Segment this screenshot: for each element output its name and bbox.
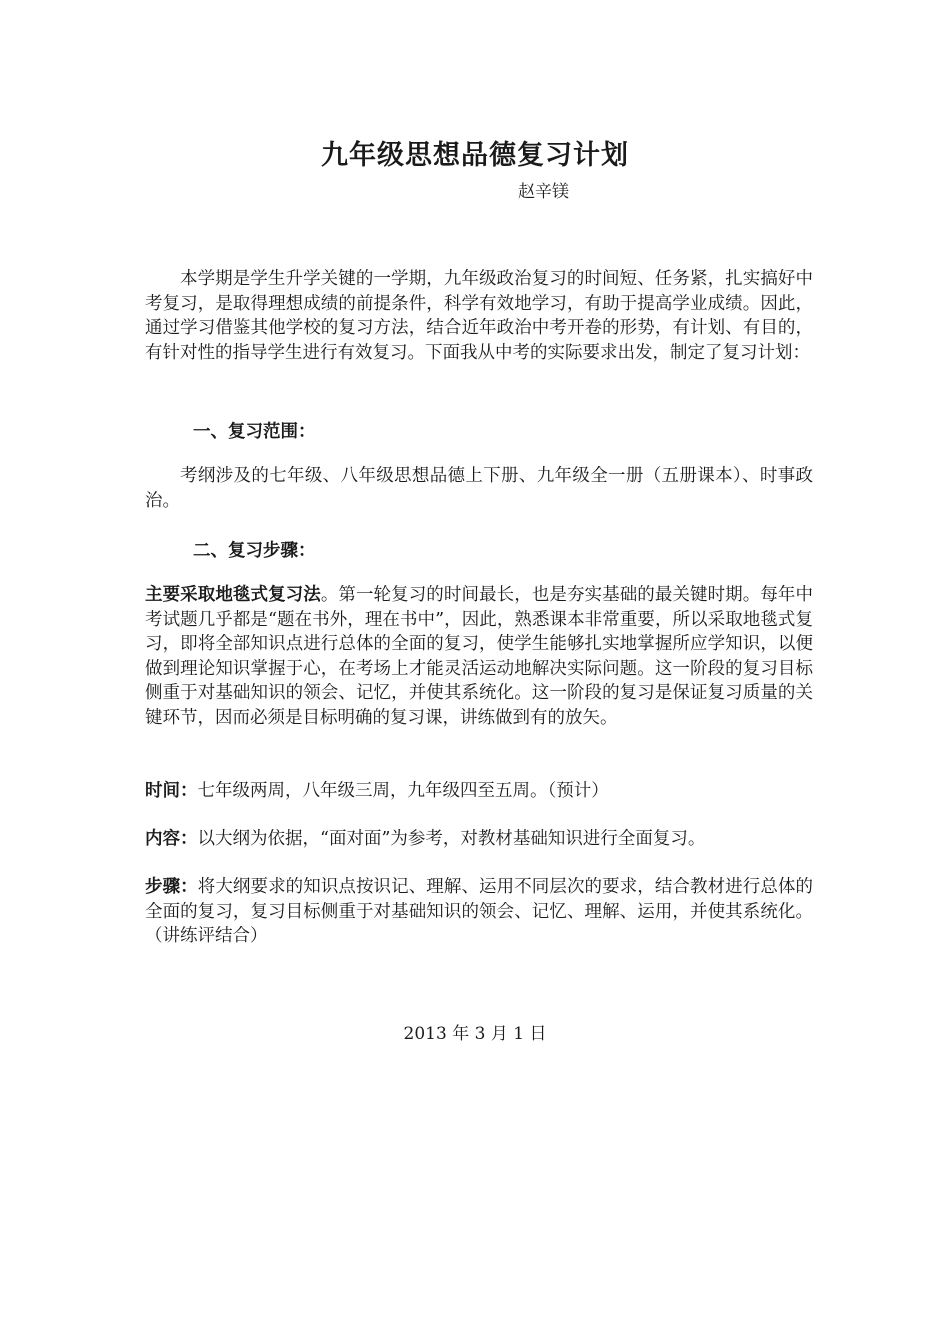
section-heading-scope: 一、复习范围：: [193, 422, 316, 442]
document-date: 2013 年 3 月 1 日: [403, 1024, 547, 1044]
content-paragraph: [145, 827, 813, 852]
author-name: 赵辛镁: [518, 182, 569, 202]
time-label: 时间：: [145, 781, 198, 801]
steps-paragraph: [145, 875, 813, 949]
steps-label: 步骤：: [145, 877, 198, 897]
steps-text: 将大纲要求的知识点按识记、理解、运用不同层次的要求，结合教材进行总体的全面的复习，复习目标侧重于对基础知识的领会、记忆、理解、运用，并使其系统化。（讲练评结合）: [145, 877, 814, 946]
time-text: 七年级两周，八年级三周，九年级四至五周。（预计）: [197, 781, 609, 801]
section-heading-steps: 二、复习步骤：: [193, 541, 316, 561]
intro-paragraph: 本学期是学生升学关键的一学期，九年级政治复习的时间短、任务紧，扎实搞好中考复习，是取得理想成绩的前提条件，科学有效地学习，有助于提高学业成绩。因此， 通过学习借鉴其他学校的复习方法，结合近年政治中考开卷的形势，有计划、有目的，有针对性的指导学生进行有效复习。下面我从中考的实际要求出发，制定了复习计划：: [145, 269, 813, 363]
method-text: 。第一轮复习的时间最长，也是夯实基础的最关键时期。每年中考试题几乎都是“题在书外，理在书中”，因此，熟悉课本非常重要，所以采取地毯式复习，即将全部知识点进行总体的全面的复习，使学生能够扎实地掌握所应学知识，以便做到理论知识掌握于心，在考场上才能灵活运动地解决实际问题。这一阶段的复习目标侧重于对基础知识的领会、记忆，并使其系统化。这一阶段的复习是保证复习质量的关键环节，因而必须是目标明确的复习课，讲练做到有的放矢。: [145, 585, 813, 728]
content-text: 以大纲为依据，“面对面”为参考，对教材基础知识进行全面复习。: [197, 829, 706, 849]
document-title: 九年级思想品德复习计划: [321, 140, 629, 171]
time-paragraph: [145, 779, 813, 804]
scope-paragraph: 考纲涉及的七年级、八年级思想品德上下册、九年级全一册（五册课本）、时事政治。: [145, 466, 813, 511]
method-paragraph: [145, 583, 813, 730]
method-label: 主要采取地毯式复习法: [145, 585, 321, 605]
content-label: 内容：: [145, 829, 198, 849]
